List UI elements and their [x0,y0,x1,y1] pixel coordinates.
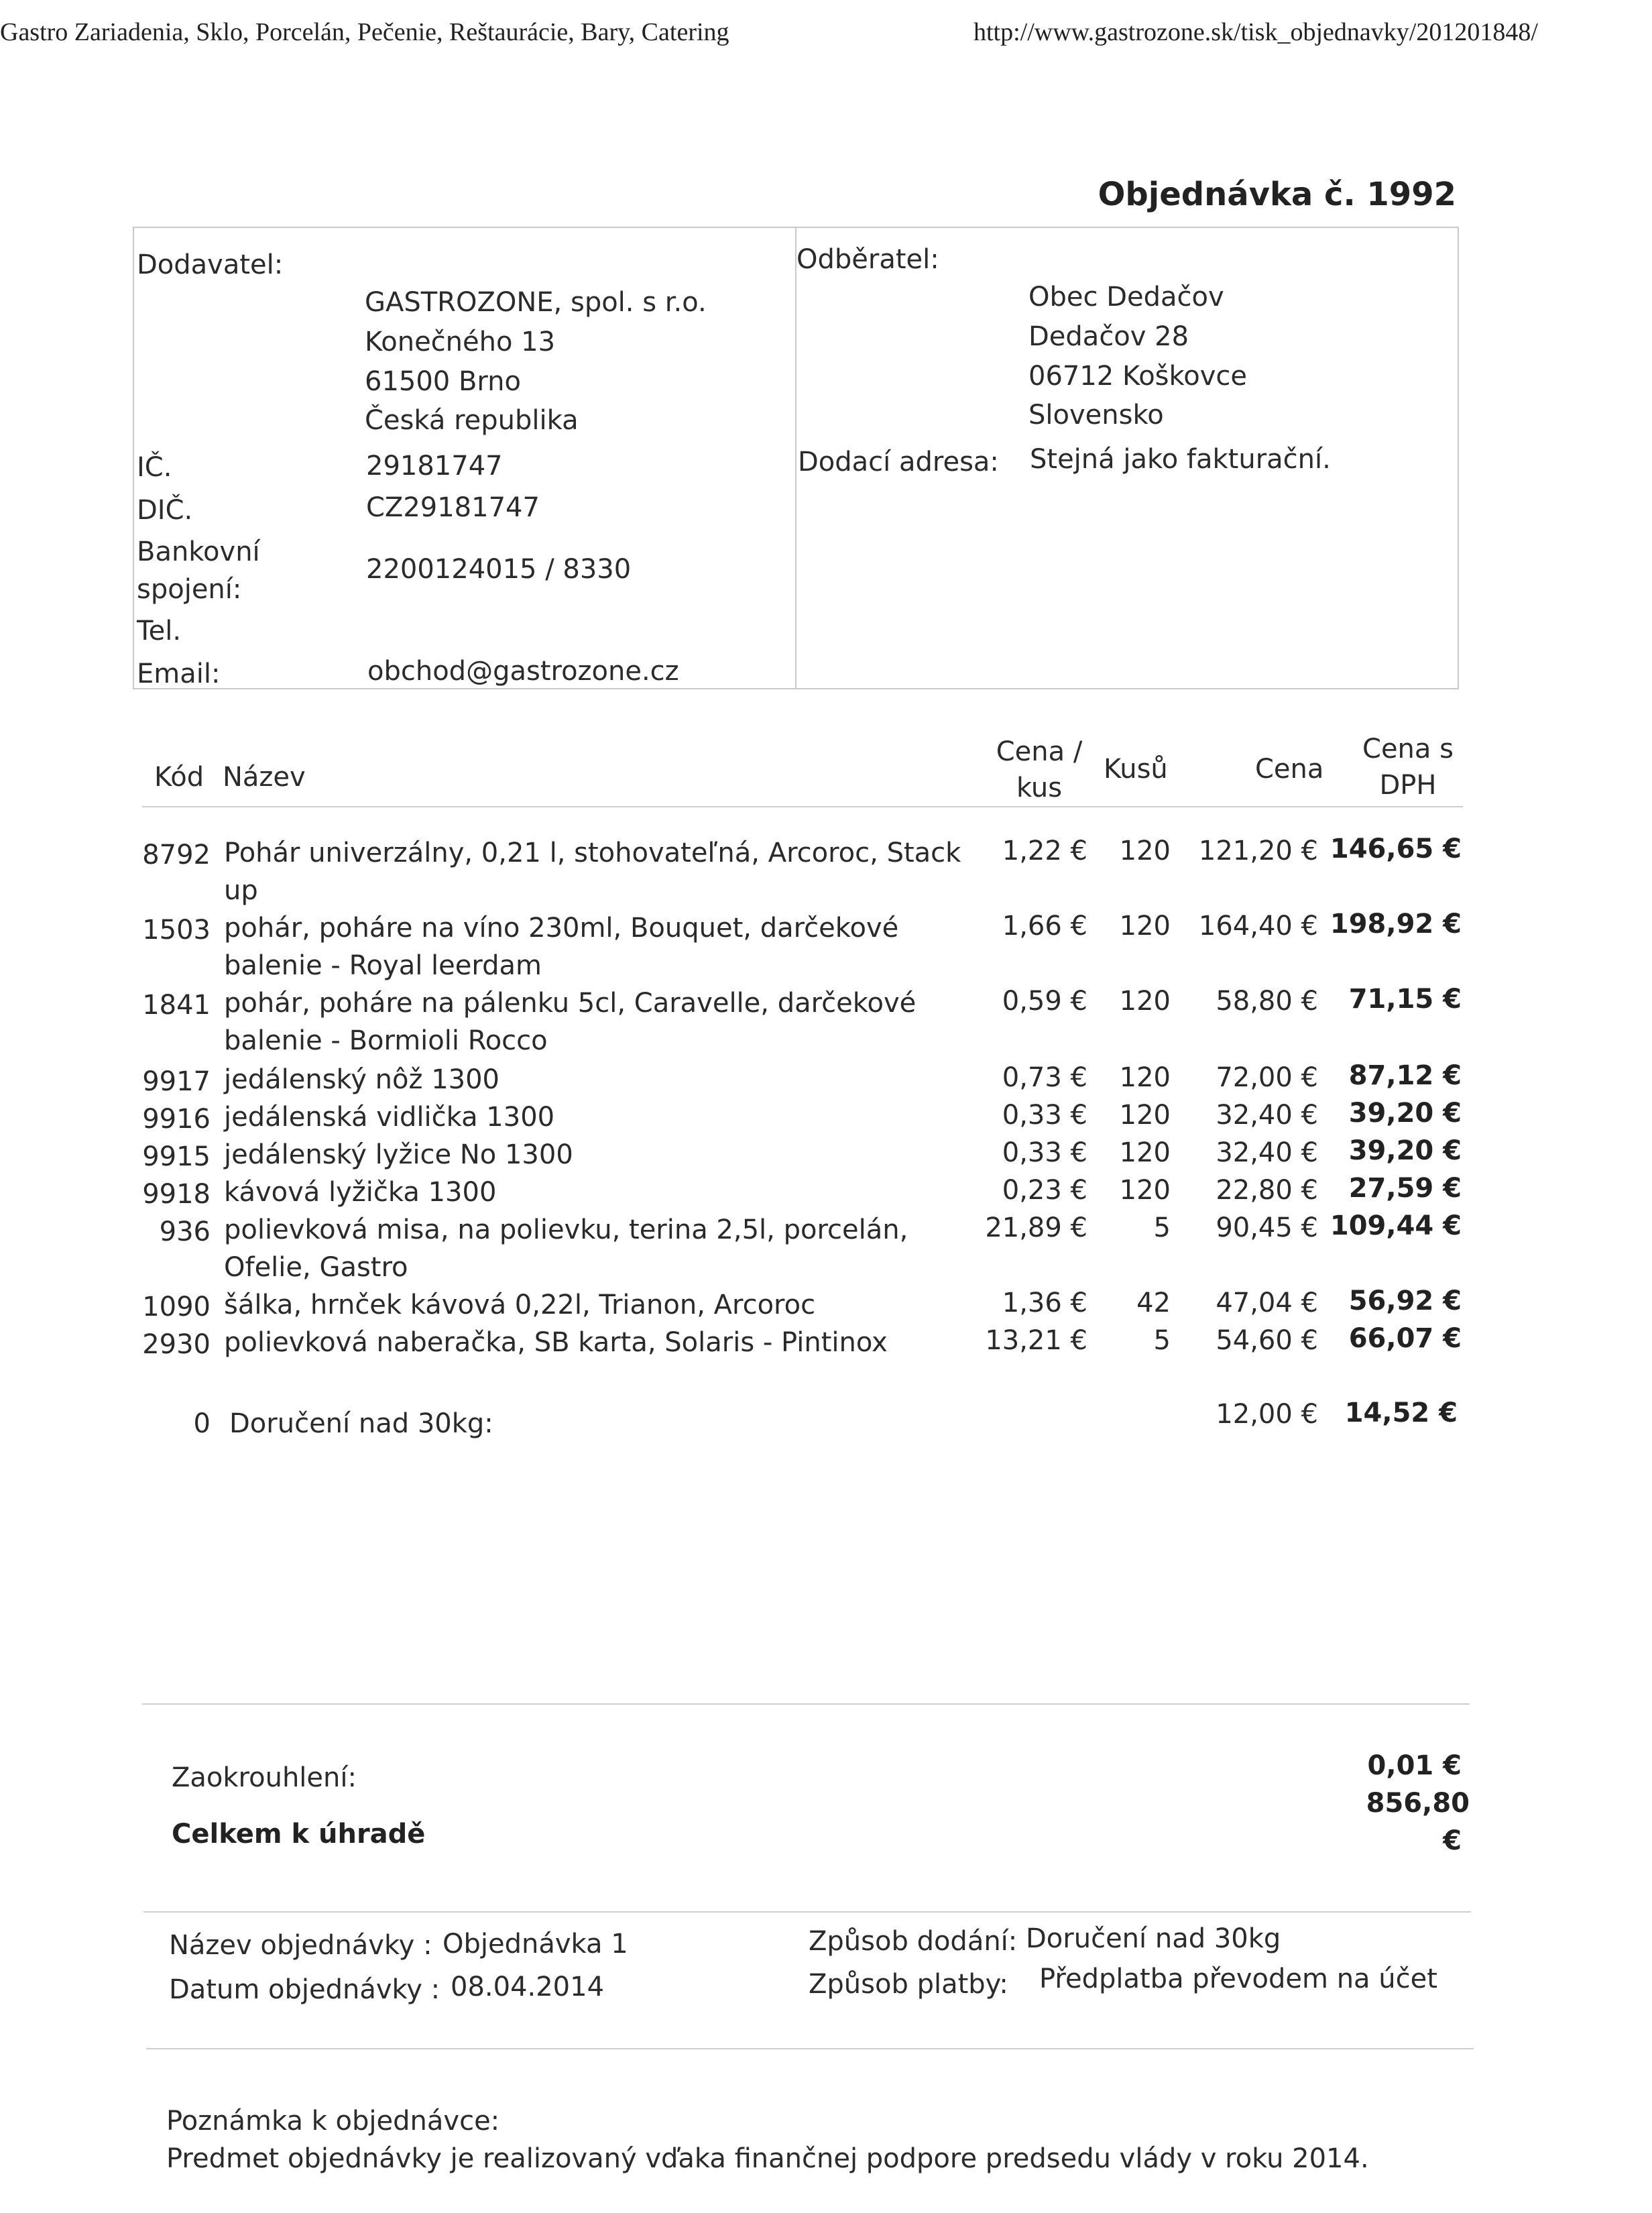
order-info-divider [146,2048,1474,2049]
row-code: 9918 [142,1179,211,1210]
row-qty: 120 [1119,911,1171,942]
row-unit-price: 1,66 € [1002,911,1087,942]
payment-value: Předplatba převodem na účet [1039,1964,1437,1994]
row-name: pohár, poháre na víno 230ml, Bouquet, darčekové balenie - Royal leerdam [224,913,899,981]
totals-divider-bottom [143,1911,1471,1913]
supplier-email-label: Email: [137,659,221,689]
table-header-divider [142,806,1463,807]
supplier-ico-label: IČ. [137,452,172,483]
header-unit-price-line-1: Cena / [996,736,1083,767]
row-price: 54,60 € [1216,1325,1318,1356]
row-unit-price: 0,73 € [1002,1062,1087,1093]
header-vat-line-2: DPH [1379,770,1437,801]
header-vat-line-1: Cena s [1362,734,1454,764]
row-vat: 146,65 € [1330,834,1462,864]
supplier-tel-label: Tel. [137,616,182,646]
row-vat: 198,92 € [1330,909,1462,940]
row-qty: 120 [1119,986,1171,1017]
row-unit-price: 13,21 € [985,1325,1087,1356]
supplier-name: GASTROZONE, spol. s r.o. [365,287,707,318]
row-name: polievková naberačka, SB karta, Solaris - Pintinox [224,1327,888,1358]
delivery-vat: 14,52 € [1344,1398,1458,1428]
row-price: 121,20 € [1198,836,1318,866]
row-code: 9916 [142,1104,211,1135]
row-qty: 5 [1153,1212,1171,1243]
row-code: 8792 [142,840,211,870]
supplier-ico: 29181747 [366,451,503,481]
row-unit-price: 21,89 € [985,1212,1087,1243]
row-code: 936 [159,1216,211,1247]
header-price: Cena [1255,754,1324,785]
delivery-name: Doručení nad 30kg: [229,1408,493,1439]
row-vat: 27,59 € [1348,1173,1462,1204]
supplier-bank: 2200124015 / 8330 [366,554,632,585]
row-name: šálka, hrnček kávová 0,22l, Trianon, Arcoroc [224,1290,816,1320]
header-qty: Kusů [1104,754,1168,785]
supplier-label: Dodavatel: [137,249,284,280]
payment-label: Způsob platby: [809,1969,1008,2000]
shipping-label: Způsob dodání: [809,1926,1018,1957]
row-vat: 56,92 € [1348,1286,1462,1316]
row-price: 90,45 € [1216,1212,1318,1243]
customer-name: Obec Dedačov [1028,282,1224,313]
row-code: 1503 [142,915,211,946]
row-qty: 120 [1119,1062,1171,1093]
row-price: 22,80 € [1216,1175,1318,1206]
row-vat: 39,20 € [1348,1135,1462,1166]
supplier-email[interactable]: obchod@gastrozone.cz [367,656,679,687]
delivery-address: Stejná jako fakturační. [1030,444,1331,475]
order-name: Objednávka 1 [442,1929,628,1960]
row-code: 1090 [142,1292,211,1322]
supplier-street: Konečného 13 [365,327,556,357]
print-header-title: Gastro Zariadenia, Sklo, Porcelán, Pečenie, Reštaurácie, Bary, Catering [0,18,729,46]
delivery-price: 12,00 € [1216,1399,1318,1430]
row-unit-price: 1,36 € [1002,1288,1087,1318]
row-code: 9915 [142,1141,211,1172]
row-vat: 109,44 € [1330,1210,1462,1241]
row-code: 1841 [142,990,211,1021]
row-code: 9917 [142,1066,211,1097]
order-date-label: Datum objednávky : [169,1974,440,2005]
row-price: 58,80 € [1216,986,1318,1017]
row-price: 32,40 € [1216,1137,1318,1168]
row-vat: 71,15 € [1348,984,1462,1015]
row-code: 2930 [142,1329,211,1360]
total-label: Celkem k úhradě [172,1819,426,1850]
customer-label: Odběratel: [796,244,939,275]
header-vat [1348,731,1468,803]
row-qty: 120 [1119,1175,1171,1206]
row-unit-price: 1,22 € [1002,836,1087,866]
row-vat: 39,20 € [1348,1098,1462,1129]
supplier-dic: CZ29181747 [366,492,540,523]
row-unit-price: 0,33 € [1002,1137,1087,1168]
row-qty: 120 [1119,1137,1171,1168]
header-unit-price [979,734,1100,806]
supplier-bank-label-2: spojení: [137,574,242,605]
row-price: 164,40 € [1198,911,1318,942]
row-name: polievková misa, na polievku, terina 2,5l, porcelán, Ofelie, Gastro [224,1214,908,1283]
supplier-dic-label: DIČ. [137,495,193,526]
row-unit-price: 0,33 € [1002,1100,1087,1131]
row-unit-price: 0,23 € [1002,1175,1087,1206]
row-vat: 66,07 € [1348,1323,1462,1354]
row-price: 47,04 € [1216,1288,1318,1318]
rounding-label: Zaokrouhlení: [172,1762,357,1793]
shipping-value: Doručení nad 30kg [1026,1923,1281,1954]
header-unit-price-line-2: kus [1016,773,1063,803]
delivery-address-label: Dodací adresa: [798,447,999,477]
order-name-label: Název objednávky : [169,1930,432,1961]
row-price: 72,00 € [1216,1062,1318,1093]
header-code: Kód [154,762,204,793]
supplier-country: Česká republika [365,405,579,436]
row-price: 32,40 € [1216,1100,1318,1131]
customer-street: Dedačov 28 [1028,321,1189,352]
delivery-code: 0 [193,1408,211,1439]
order-date: 08.04.2014 [451,1972,605,2002]
total-value-line-1: 856,80 [1366,1788,1470,1819]
supplier-city: 61500 Brno [365,366,521,397]
row-name: jedálenský lyžice No 1300 [224,1139,573,1170]
customer-city: 06712 Koškovce [1028,361,1247,392]
note-label: Poznámka k objednávce: [166,2106,500,2137]
note-text: Predmet objednávky je realizovaný vďaka finančnej podpore predsedu vlády v roku 2014. [166,2143,1369,2174]
row-name: Pohár univerzálny, 0,21 l, stohovateľná, Arcoroc, Stack up [224,838,961,906]
row-unit-price: 0,59 € [1002,986,1087,1017]
rounding-value: 0,01 € [1367,1750,1462,1781]
row-qty: 5 [1153,1325,1171,1356]
total-value-line-2: € [1443,1825,1462,1856]
row-qty: 120 [1119,836,1171,866]
row-qty: 120 [1119,1100,1171,1131]
row-name: pohár, poháre na pálenku 5cl, Caravelle, darčekové balenie - Bormioli Rocco [224,988,917,1056]
totals-divider-top [142,1703,1470,1705]
print-header-url[interactable]: http://www.gastrozone.sk/tisk_objednavky/201201848/ [973,18,1538,46]
supplier-bank-label-1: Bankovní [137,536,260,567]
row-qty: 42 [1136,1288,1171,1318]
row-name: kávová lyžička 1300 [224,1177,497,1208]
row-name: jedálenská vidlička 1300 [224,1102,555,1133]
order-title: Objednávka č. 1992 [1098,176,1456,213]
row-name: jedálenský nôž 1300 [224,1064,499,1095]
row-vat: 87,12 € [1348,1060,1462,1091]
header-name: Název [223,762,306,793]
address-divider [795,227,796,689]
customer-country: Slovensko [1028,400,1164,431]
